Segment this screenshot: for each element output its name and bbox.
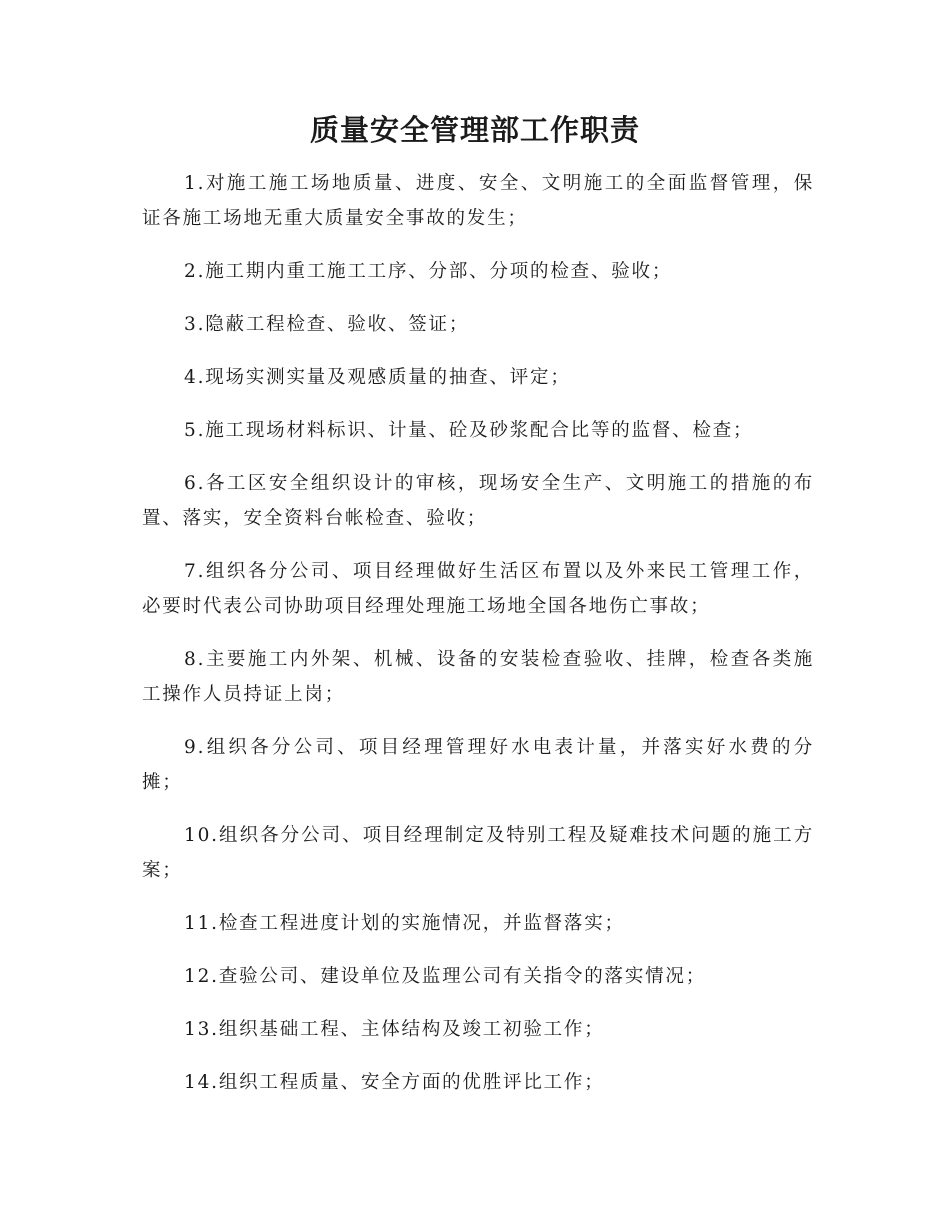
duty-item-5: 5.施工现场材料标识、计量、砼及砂浆配合比等的监督、检查； — [184, 420, 754, 441]
duty-item-12: 12.查验公司、建设单位及监理公司有关指令的落实情况； — [184, 966, 707, 987]
duty-item-1: 1.对施工施工场地质量、进度、安全、文明施工的全面监督管理，保证各施工场地无重大质量安全事故的发生； — [142, 173, 814, 229]
duty-item-8: 8.主要施工内外架、机械、设备的安装检查验收、挂牌，检查各类施工操作人员持证上岗； — [142, 649, 814, 705]
duty-item-11: 11.检查工程进度计划的实施情况，并监督落实； — [184, 913, 625, 934]
duty-item-2: 2.施工期内重工施工工序、分部、分项的检查、验收； — [184, 261, 673, 282]
duty-item-6: 6.各工区安全组织设计的审核，现场安全生产、文明施工的措施的布置、落实，安全资料台帐检查、验收； — [142, 473, 814, 529]
duty-item-13: 13.组织基础工程、主体结构及竣工初验工作； — [184, 1019, 605, 1040]
duty-item-3: 3.隐蔽工程检查、验收、签证； — [184, 314, 470, 335]
duty-item-4: 4.现场实测实量及观感质量的抽查、评定； — [184, 367, 571, 388]
duty-item-10: 10.组织各分公司、项目经理制定及特别工程及疑难技术问题的施工方案； — [142, 825, 814, 881]
document-title: 质量安全管理部工作职责 — [309, 113, 640, 147]
document-body — [142, 166, 814, 1118]
duty-item-14: 14.组织工程质量、安全方面的优胜评比工作； — [184, 1072, 605, 1093]
duty-item-9: 9.组织各分公司、项目经理管理好水电表计量，并落实好水费的分摊； — [142, 737, 814, 793]
duty-item-7: 7.组织各分公司、项目经理做好生活区布置以及外来民工管理工作，必要时代表公司协助项目经理处理施工场地全国各地伤亡事故； — [142, 561, 814, 617]
